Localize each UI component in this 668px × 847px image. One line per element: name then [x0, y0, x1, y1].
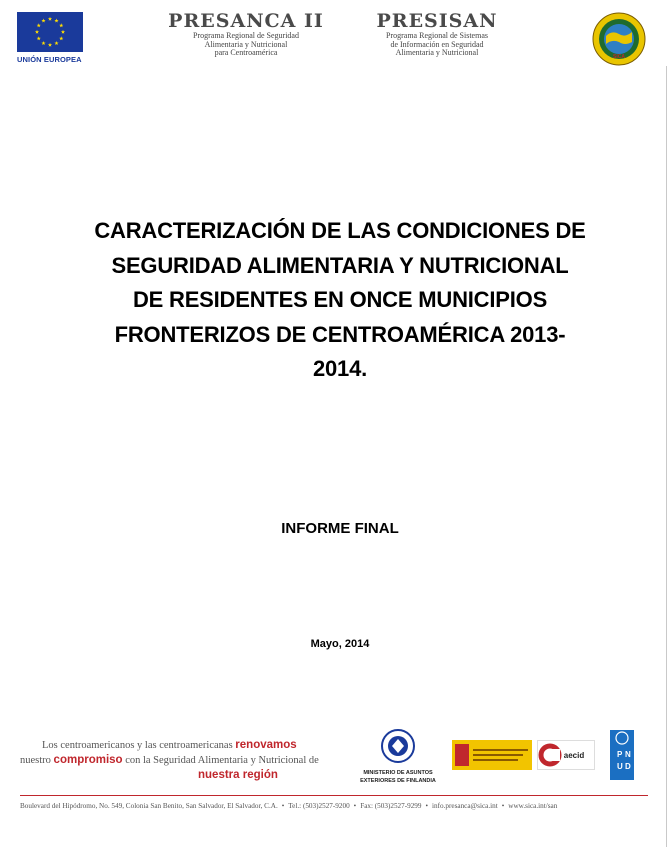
eu-star-icon [59, 36, 63, 40]
spain-ministry-logo [452, 740, 532, 770]
pnud-letter-n: N [625, 750, 631, 759]
eu-star-icon [61, 30, 65, 34]
document-title [40, 214, 640, 387]
sica-label: SICA [613, 54, 625, 60]
eu-star-icon [35, 30, 39, 34]
presanca-subtitle-1: Programa Regional de Seguridad [193, 31, 299, 40]
presanca-name: PRESANCA II [168, 10, 324, 32]
eu-star-icon [37, 36, 41, 40]
eu-star-icon [41, 19, 45, 23]
slogan-text-2a: nuestro [20, 755, 54, 766]
slogan-line-2 [20, 753, 350, 768]
eu-star-icon [54, 19, 58, 23]
un-emblem-icon [616, 732, 628, 744]
title-line-3: DE RESIDENTES EN ONCE MUNICIPIOS [132, 287, 548, 312]
page-edge [666, 66, 667, 847]
finland-caption-1: MINISTERIO DE ASUNTOS [363, 770, 433, 776]
finland-caption-2: EXTERIORES DE FINLANDIA [360, 777, 436, 784]
eu-star-icon [41, 41, 45, 45]
pnud-letter-p: P [617, 750, 623, 759]
eu-star-icon [54, 41, 58, 45]
address-email: info.presanca@sica.int [432, 802, 498, 810]
presisan-subtitle-1: Programa Regional de Sistemas [386, 31, 488, 40]
aecid-label: aecid [563, 751, 585, 760]
report-date: Mayo, 2014 [310, 638, 370, 650]
address-fax: Fax: (503)2527-9299 [360, 802, 422, 810]
slogan-line-3 [20, 768, 350, 783]
slogan-highlight-renovamos: renovamos [235, 739, 297, 751]
footer-slogan [20, 738, 350, 783]
pnud-logo [610, 730, 634, 780]
eu-flag-icon [17, 12, 83, 52]
eu-stars-icon [17, 12, 83, 52]
slogan-text-1a: Los centroamericanos y las centroamericanas [42, 740, 236, 751]
presisan-name: PRESISAN [376, 10, 498, 32]
title-line-4: FRONTERIZOS DE CENTROAMÉRICA 2013- [114, 321, 566, 347]
eu-star-icon [48, 17, 52, 21]
slogan-highlight-compromiso: compromiso [53, 754, 123, 766]
eu-caption: UNIÓN EUROPEA [17, 55, 82, 64]
footer-divider [20, 795, 648, 796]
pnud-letter-d: D [625, 762, 631, 771]
presanca-subtitle-2: Alimentaria y Nutricional [204, 39, 288, 49]
slogan-text-2b: con la Seguridad Alimentaria y Nutricional de [122, 755, 319, 766]
presisan-subtitle-3: Alimentaria y Nutricional [395, 48, 479, 57]
title-line-2: SEGURIDAD ALIMENTARIA Y NUTRICIONAL [111, 252, 569, 278]
eu-star-icon [48, 43, 52, 47]
address-web: www.sica.int/san [508, 802, 558, 810]
spain-crest-icon [455, 744, 469, 766]
presanca-logo [160, 10, 332, 58]
address-tel: Tel.: (503)2527-9200 [288, 802, 350, 810]
title-line-5: 2014. [312, 356, 368, 381]
pnud-letter-u: U [617, 762, 623, 771]
title-line-1: CARACTERIZACIÓN DE LAS CONDICIONES DE [94, 218, 586, 243]
sica-seal-icon [592, 12, 646, 66]
eu-star-icon [59, 23, 63, 27]
aecid-logo [537, 740, 595, 770]
footer-address: Boulevard del Hipódromo, No. 549, Colonia San Benito, San Salvador, El Salvador, C.A. • Tel.: (503)2527-9200 • Fax: (503)2527-9299 • info.presanca@sica.int • www.sica.int/san [20, 802, 558, 810]
finland-seal-icon [380, 728, 416, 764]
eu-logo [17, 12, 85, 64]
presanca-subtitle-3: para Centroamérica [214, 48, 278, 57]
eu-star-icon [37, 23, 41, 27]
report-subtitle: INFORME FINAL [281, 520, 399, 537]
slogan-highlight-region: nuestra región [198, 769, 278, 781]
presisan-subtitle-2: de Información en Seguridad [390, 39, 484, 49]
slogan-line-1 [20, 738, 350, 753]
finland-ministry-logo [358, 728, 438, 788]
presisan-logo [362, 10, 512, 58]
address-street: Boulevard del Hipódromo, No. 549, Colonia San Benito, San Salvador, El Salvador, C.A. [20, 802, 278, 810]
